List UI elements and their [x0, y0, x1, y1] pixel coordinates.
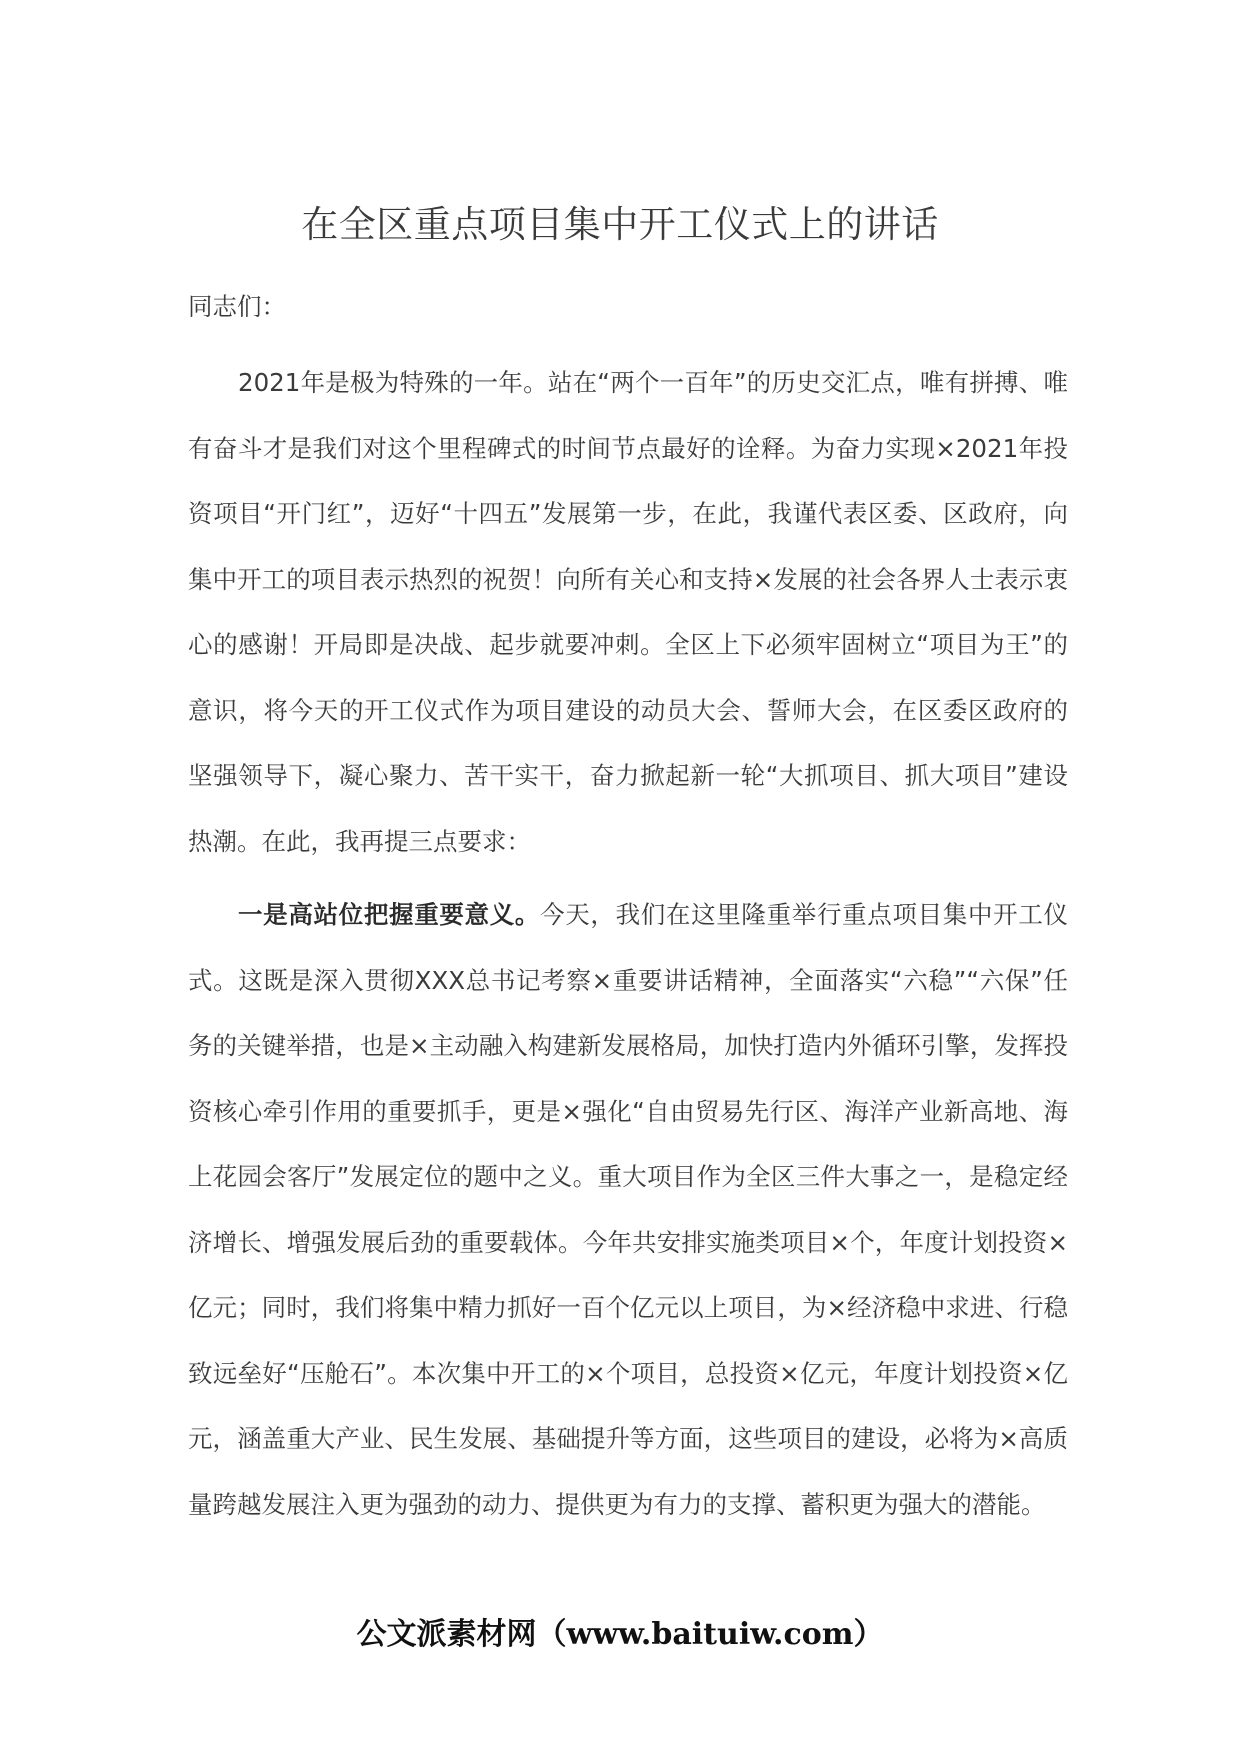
salutation: 同志们： — [188, 292, 286, 321]
paragraph-point-one — [188, 882, 1068, 1537]
point-one-body: 今天，我们在这里隆重举行重点项目集中开工仪式。这既是深入贯彻XXX总书记考察×重要讲话精神，全面落实“六稳”“六保”任务的关键举措，也是×主动融入构建新发展格局，加快打造内外循环引擎，发挥投资核心牵引作用的重要抓手，更是×强化“自由贸易先行区、海洋产业新高地、海上花园会客厅”发展定位的题中之义。重大项目作为全区三件大事之一，是稳定经济增长、增强发展后劲的重要载体。今年共安排实施类项目×个，年度计划投资×亿元；同时，我们将集中精力抓好一百个亿元以上项目，为×经济稳中求进、行稳致远垒好“压舱石”。本次集中开工的×个项目，总投资×亿元，年度计划投资×亿元，涵盖重大产业、民生发展、基础提升等方面，这些项目的建设，必将为×高质量跨越发展注入更为强劲的动力、提供更为有力的支撑、蓄积更为强大的潜能。 — [188, 900, 1068, 1519]
footer-watermark: 公文派素材网（www.baituiw.com） — [356, 1617, 884, 1652]
point-one-heading: 一是高站位把握重要意义。 — [238, 900, 541, 929]
paragraph-intro: 2021年是极为特殊的一年。站在“两个一百年”的历史交汇点，唯有拼搏、唯有奋斗才是我们对这个里程碑式的时间节点最好的诠释。为奋力实现×2021年投资项目“开门红”，迈好“十四五”发展第一步，在此，我谨代表区委、区政府，向集中开工的项目表示热烈的祝贺！向所有关心和支持×发展的社会各界人士表示衷心的感谢！开局即是决战、起步就要冲刺。全区上下必须牢固树立“项目为王”的意识，将今天的开工仪式作为项目建设的动员大会、誓师大会，在区委区政府的坚强领导下，凝心聚力、苦干实干，奋力掀起新一轮“大抓项目、抓大项目”建设热潮。在此，我再提三点要求： — [188, 368, 1068, 856]
document-title: 在全区重点项目集中开工仪式上的讲话 — [301, 203, 939, 246]
